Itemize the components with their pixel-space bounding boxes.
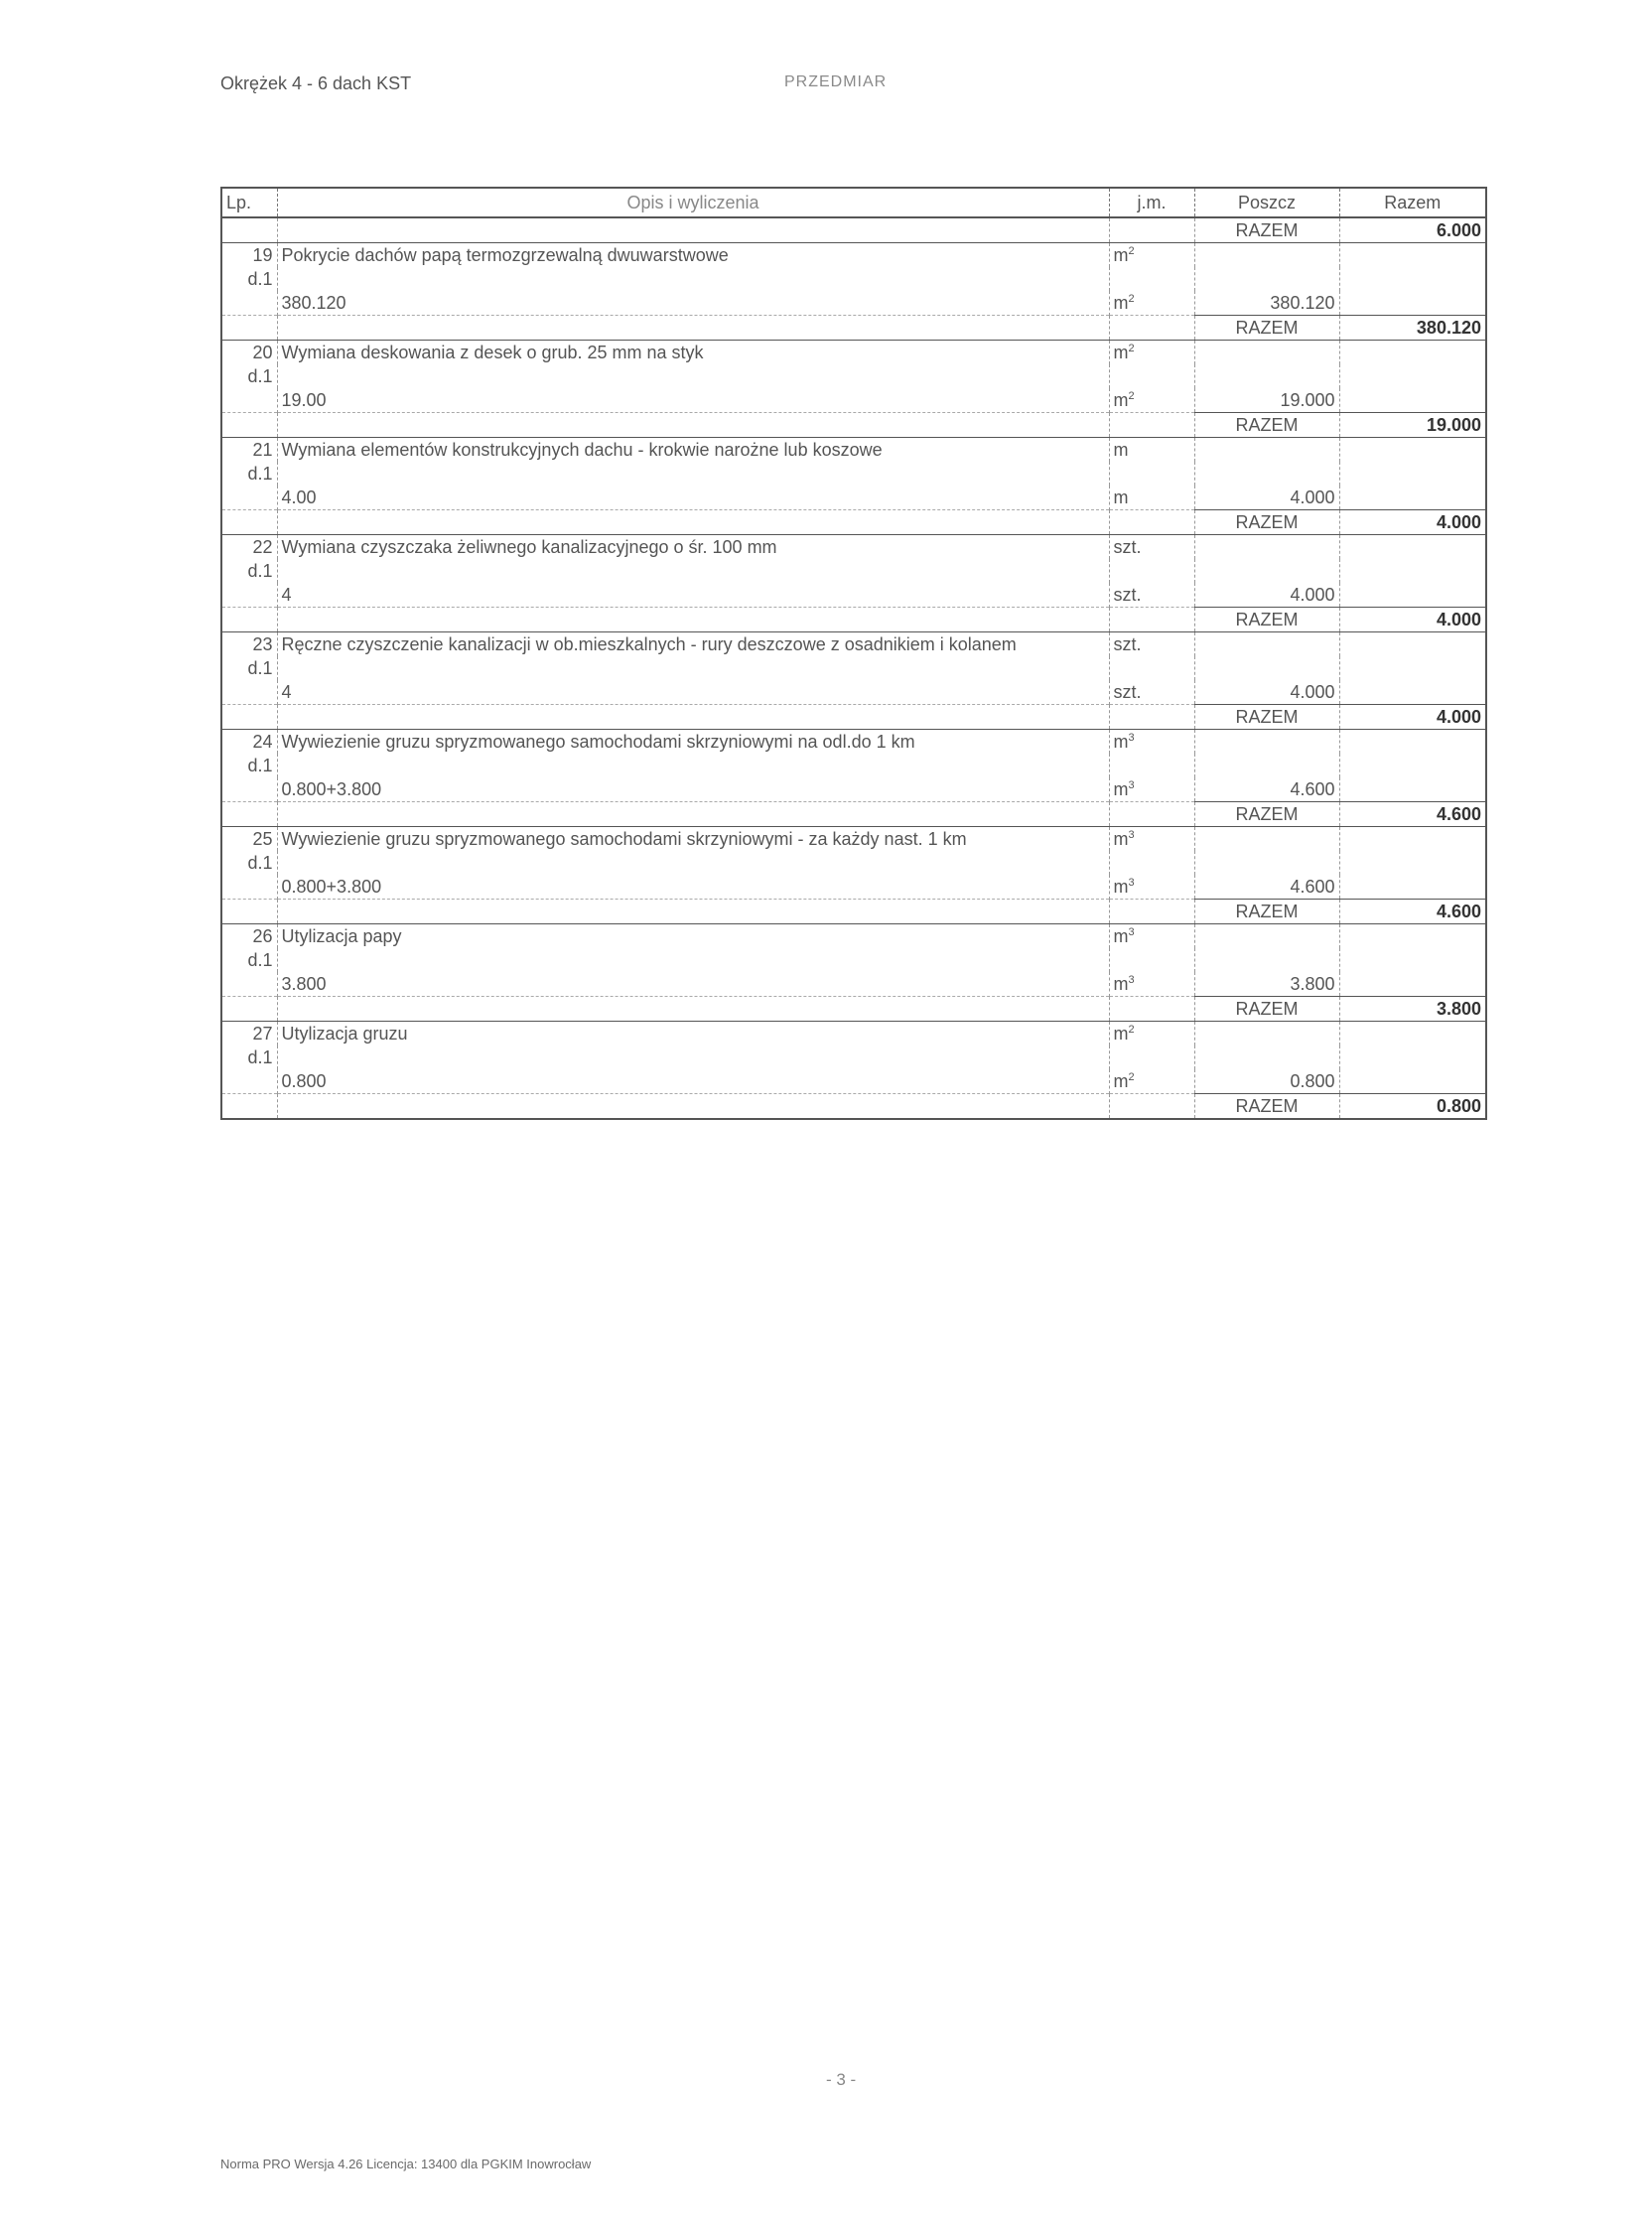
item-lp: 26 <box>252 926 273 946</box>
item-ref: d.1 <box>247 1047 273 1067</box>
unit-cell <box>1109 535 1194 560</box>
unit-cell <box>1109 1069 1194 1094</box>
razem-value: 4.600 <box>1339 900 1486 924</box>
item-ref: d.1 <box>247 366 273 386</box>
item-description: Pokrycie dachów papą termozgrzewalną dwuwarstwowe <box>277 243 1109 292</box>
unit-superscript: 2 <box>1128 390 1135 402</box>
item-description: Utylizacja papy <box>277 924 1109 973</box>
razem-label: RAZEM <box>1194 900 1339 924</box>
razem-label: RAZEM <box>1194 217 1339 243</box>
unit-superscript: 3 <box>1128 974 1135 986</box>
summary-row <box>221 510 1486 535</box>
unit-text: m <box>1113 1071 1129 1091</box>
unit-superscript: 2 <box>1128 343 1135 354</box>
item-poszcz: 4.000 <box>1194 486 1339 510</box>
item-ref: d.1 <box>247 269 273 289</box>
item-calculation: 4 <box>277 680 1109 705</box>
unit-cell <box>1109 632 1194 657</box>
summary-row <box>221 1094 1486 1120</box>
item-ref: d.1 <box>247 464 273 484</box>
item-ref: d.1 <box>247 853 273 873</box>
item-calculation: 0.800+3.800 <box>277 777 1109 802</box>
item-row <box>221 1022 1486 1046</box>
unit-text: m <box>1113 488 1129 507</box>
item-poszcz: 4.600 <box>1194 777 1339 802</box>
razem-value: 3.800 <box>1339 997 1486 1022</box>
unit-text: m <box>1113 293 1129 313</box>
column-header-lp: Lp. <box>221 188 277 217</box>
item-lp: 25 <box>252 829 273 849</box>
item-calculation: 3.800 <box>277 972 1109 997</box>
unit-text: szt. <box>1113 634 1142 654</box>
razem-value: 19.000 <box>1339 413 1486 438</box>
unit-superscript: 2 <box>1128 245 1135 257</box>
razem-value: 0.800 <box>1339 1094 1486 1120</box>
item-calculation: 380.120 <box>277 291 1109 316</box>
unit-text: m <box>1113 926 1129 946</box>
razem-value: 380.120 <box>1339 316 1486 341</box>
item-poszcz: 4.000 <box>1194 680 1339 705</box>
unit-cell <box>1109 438 1194 463</box>
item-description: Wymiana deskowania z desek o grub. 25 mm na styk <box>277 341 1109 389</box>
item-row <box>221 243 1486 268</box>
table-header-row <box>221 188 1486 217</box>
summary-row <box>221 217 1486 243</box>
item-description: Wymiana czyszczaka żeliwnego kanalizacyjnego o śr. 100 mm <box>277 535 1109 584</box>
item-row <box>221 827 1486 852</box>
summary-row <box>221 413 1486 438</box>
unit-superscript: 3 <box>1128 779 1135 791</box>
unit-text: szt. <box>1113 682 1142 702</box>
unit-cell <box>1109 875 1194 900</box>
unit-text: m <box>1113 343 1129 362</box>
item-lp: 27 <box>252 1024 273 1044</box>
document-header-title: Okrężek 4 - 6 dach KST <box>220 73 412 93</box>
przedmiar-table <box>220 187 1487 1120</box>
unit-text: m <box>1113 245 1129 265</box>
item-ref: d.1 <box>247 561 273 581</box>
unit-text: szt. <box>1113 537 1142 557</box>
item-row <box>221 632 1486 657</box>
item-calc-row <box>221 1069 1486 1094</box>
unit-cell <box>1109 583 1194 608</box>
unit-superscript: 2 <box>1128 1024 1135 1036</box>
unit-cell <box>1109 1022 1194 1046</box>
table-body <box>221 217 1486 1119</box>
item-ref: d.1 <box>247 950 273 970</box>
unit-text: m <box>1113 732 1129 752</box>
unit-cell <box>1109 777 1194 802</box>
column-header-unit: j.m. <box>1109 188 1194 217</box>
item-calc-row <box>221 972 1486 997</box>
item-poszcz: 0.800 <box>1194 1069 1339 1094</box>
item-description: Wymiana elementów konstrukcyjnych dachu - krokwie narożne lub koszowe <box>277 438 1109 487</box>
razem-value: 4.600 <box>1339 802 1486 827</box>
unit-cell <box>1109 924 1194 949</box>
razem-label: RAZEM <box>1194 997 1339 1022</box>
column-header-razem: Razem <box>1339 188 1486 217</box>
item-poszcz: 4.000 <box>1194 583 1339 608</box>
razem-label: RAZEM <box>1194 1094 1339 1120</box>
unit-superscript: 2 <box>1128 1071 1135 1083</box>
item-ref: d.1 <box>247 756 273 775</box>
page-number: - 3 - <box>826 2070 857 2089</box>
item-lp: 19 <box>252 245 273 265</box>
item-row <box>221 438 1486 463</box>
summary-row <box>221 997 1486 1022</box>
item-row <box>221 730 1486 755</box>
column-header-poszcz: Poszcz <box>1194 188 1339 217</box>
item-description: Utylizacja gruzu <box>277 1022 1109 1070</box>
item-poszcz: 3.800 <box>1194 972 1339 997</box>
unit-superscript: 3 <box>1128 926 1135 938</box>
item-calc-row <box>221 291 1486 316</box>
razem-label: RAZEM <box>1194 705 1339 730</box>
unit-superscript: 3 <box>1128 732 1135 744</box>
unit-text: m <box>1113 390 1129 410</box>
unit-text: m <box>1113 877 1129 897</box>
unit-cell <box>1109 388 1194 413</box>
item-lp: 20 <box>252 343 273 362</box>
unit-superscript: 3 <box>1128 877 1135 889</box>
item-lp: 22 <box>252 537 273 557</box>
item-calc-row <box>221 680 1486 705</box>
item-row <box>221 341 1486 365</box>
unit-text: m <box>1113 440 1129 460</box>
item-calc-row <box>221 486 1486 510</box>
unit-cell <box>1109 972 1194 997</box>
item-calculation: 0.800 <box>277 1069 1109 1094</box>
unit-cell <box>1109 341 1194 365</box>
razem-value: 4.000 <box>1339 608 1486 632</box>
razem-label: RAZEM <box>1194 802 1339 827</box>
summary-row <box>221 900 1486 924</box>
unit-cell <box>1109 680 1194 705</box>
unit-text: m <box>1113 974 1129 994</box>
column-header-description: Opis i wyliczenia <box>277 188 1109 217</box>
unit-cell <box>1109 291 1194 316</box>
unit-text: m <box>1113 1024 1129 1044</box>
unit-text: szt. <box>1113 585 1142 605</box>
item-calculation: 19.00 <box>277 388 1109 413</box>
item-calculation: 4.00 <box>277 486 1109 510</box>
item-lp: 23 <box>252 634 273 654</box>
item-lp: 21 <box>252 440 273 460</box>
razem-label: RAZEM <box>1194 316 1339 341</box>
unit-superscript: 3 <box>1128 829 1135 841</box>
item-calc-row <box>221 388 1486 413</box>
item-poszcz: 19.000 <box>1194 388 1339 413</box>
unit-text: m <box>1113 829 1129 849</box>
item-calc-row <box>221 777 1486 802</box>
razem-label: RAZEM <box>1194 413 1339 438</box>
document-type-label: PRZEDMIAR <box>784 73 888 90</box>
unit-cell <box>1109 827 1194 852</box>
razem-label: RAZEM <box>1194 510 1339 535</box>
summary-row <box>221 802 1486 827</box>
summary-row <box>221 608 1486 632</box>
item-ref: d.1 <box>247 658 273 678</box>
item-calculation: 4 <box>277 583 1109 608</box>
summary-row <box>221 316 1486 341</box>
item-calc-row <box>221 875 1486 900</box>
item-description: Ręczne czyszczenie kanalizacji w ob.mieszkalnych - rury deszczowe z osadnikiem i kolanem <box>277 632 1109 681</box>
razem-label: RAZEM <box>1194 608 1339 632</box>
summary-row <box>221 705 1486 730</box>
razem-value: 6.000 <box>1339 217 1486 243</box>
item-lp: 24 <box>252 732 273 752</box>
razem-value: 4.000 <box>1339 510 1486 535</box>
item-calculation: 0.800+3.800 <box>277 875 1109 900</box>
item-description: Wywiezienie gruzu spryzmowanego samochodami skrzyniowymi - za każdy nast. 1 km <box>277 827 1109 876</box>
unit-superscript: 2 <box>1128 293 1135 305</box>
unit-cell <box>1109 486 1194 510</box>
item-poszcz: 380.120 <box>1194 291 1339 316</box>
razem-value: 4.000 <box>1339 705 1486 730</box>
item-row <box>221 924 1486 949</box>
unit-cell <box>1109 730 1194 755</box>
footer-license: Norma PRO Wersja 4.26 Licencja: 13400 dla PGKIM Inowrocław <box>220 2157 592 2171</box>
item-calc-row <box>221 583 1486 608</box>
item-row <box>221 535 1486 560</box>
item-description: Wywiezienie gruzu spryzmowanego samochodami skrzyniowymi na odl.do 1 km <box>277 730 1109 778</box>
unit-text: m <box>1113 779 1129 799</box>
unit-cell <box>1109 243 1194 268</box>
item-poszcz: 4.600 <box>1194 875 1339 900</box>
